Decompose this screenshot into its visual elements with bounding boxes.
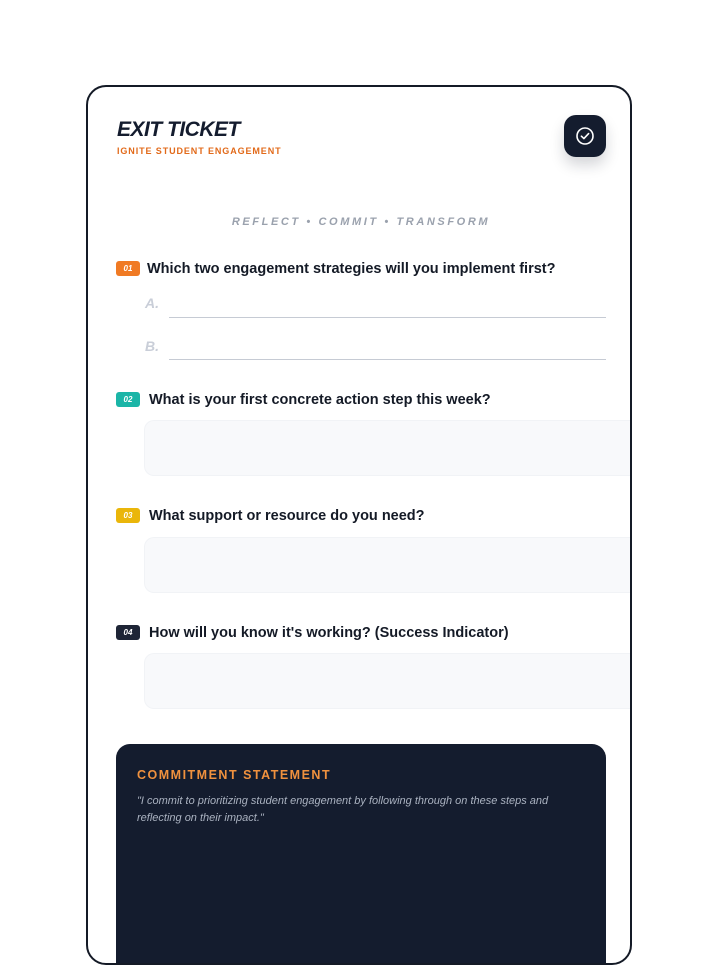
- question-text: What support or resource do you need?: [149, 508, 425, 524]
- strategy-b-input[interactable]: [169, 339, 606, 360]
- submit-button[interactable]: [564, 115, 606, 157]
- question-text: What is your first concrete action step this week?: [149, 392, 491, 408]
- support-answer-box[interactable]: [144, 537, 632, 593]
- action-step-answer-box[interactable]: [144, 420, 632, 476]
- question-number-badge: 01: [116, 261, 140, 276]
- commitment-quote: "I commit to prioritizing student engagement by following through on these steps and reflecting on their impact.": [137, 795, 549, 824]
- exit-ticket-card: [86, 85, 632, 965]
- question-number-badge: 03: [116, 508, 140, 523]
- success-indicator-answer-box[interactable]: [144, 653, 632, 709]
- question-number-badge: 02: [116, 392, 140, 407]
- page-title: EXIT TICKET: [117, 118, 240, 141]
- question-text: How will you know it's working? (Success Indicator): [149, 625, 509, 641]
- question-text: Which two engagement strategies will you implement first?: [147, 261, 556, 277]
- page-subtitle: IGNITE STUDENT ENGAGEMENT: [117, 146, 282, 156]
- question-number-badge: 04: [116, 625, 140, 640]
- answer-line-label-b: B.: [145, 338, 159, 354]
- check-circle-icon: [575, 126, 595, 146]
- commitment-title: COMMITMENT STATEMENT: [137, 768, 332, 782]
- tagline: REFLECT • COMMIT • TRANSFORM: [231, 216, 491, 228]
- answer-line-label-a: A.: [145, 295, 159, 311]
- strategy-a-input[interactable]: [169, 297, 606, 318]
